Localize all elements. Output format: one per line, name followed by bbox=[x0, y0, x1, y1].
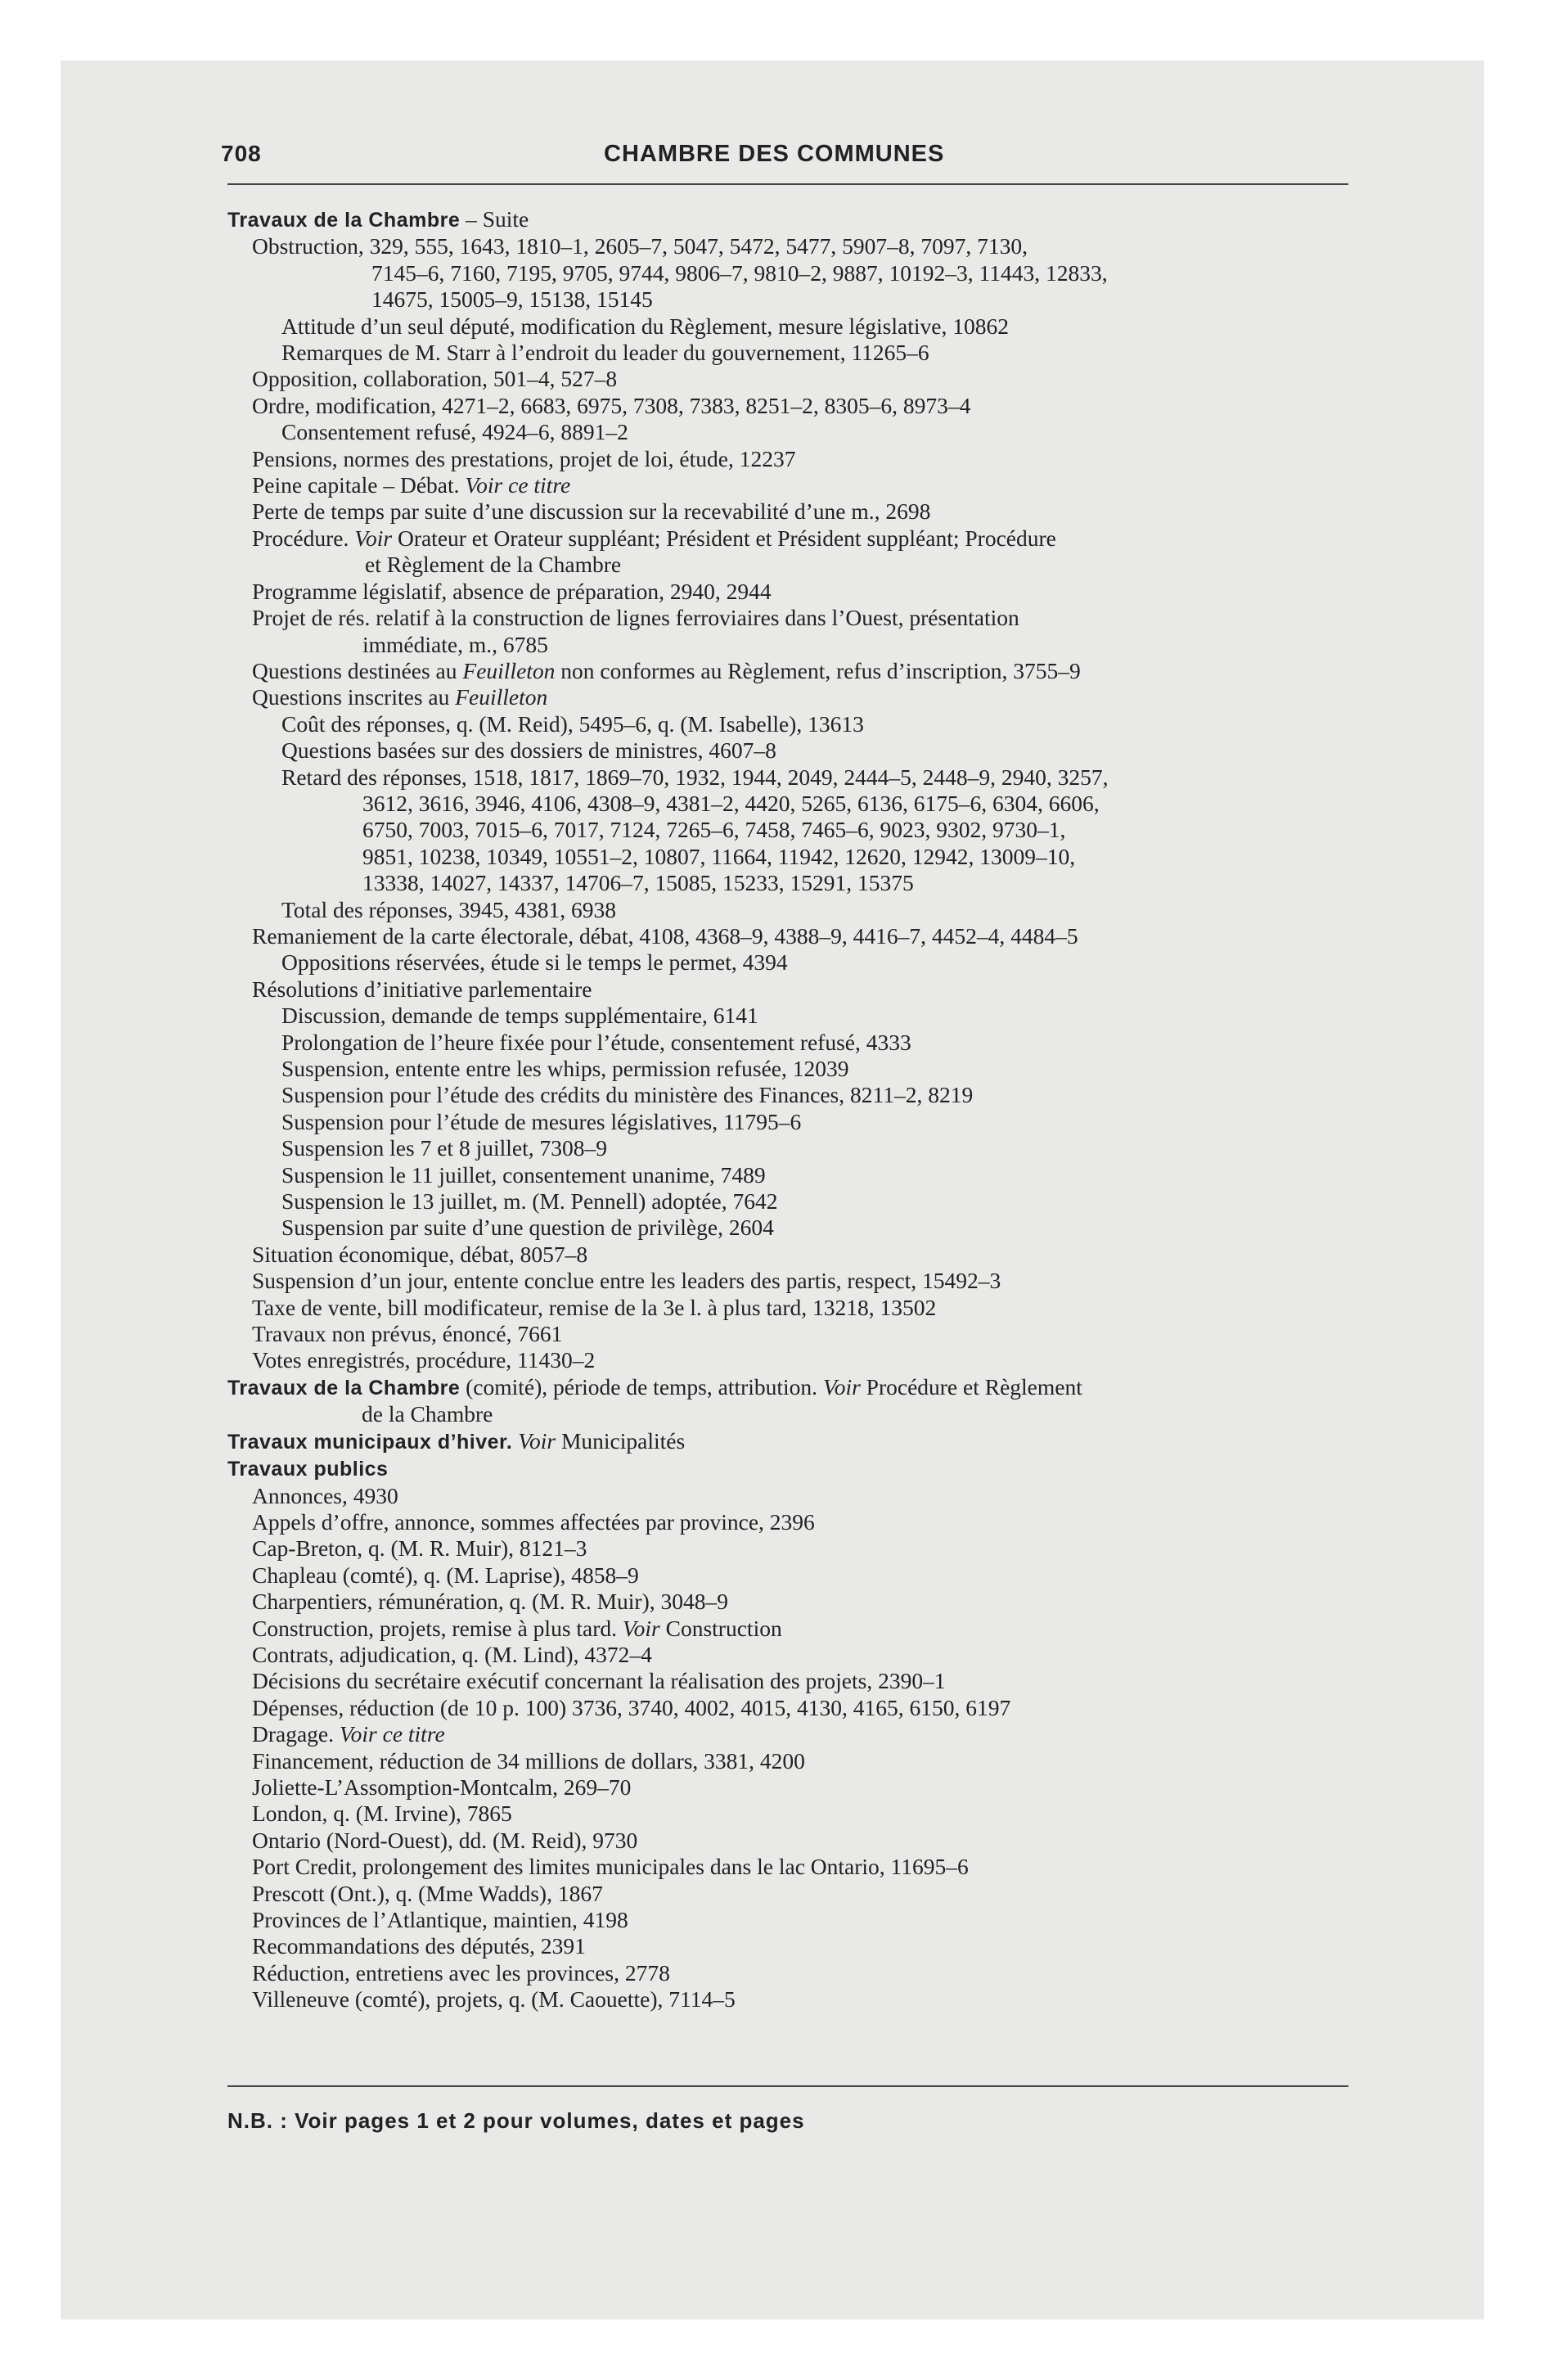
entry-cross-reference: Voir bbox=[622, 1615, 660, 1641]
entry-text: Suspension le 13 juillet, m. (M. Pennell) adoptée, 7642 bbox=[281, 1188, 778, 1215]
entry-text: Recommandations des députés, 2391 bbox=[252, 1933, 586, 1959]
index-entry bbox=[227, 472, 1373, 498]
index-continuation-line bbox=[227, 260, 1373, 286]
running-head-title: CHAMBRE DES COMMUNES bbox=[604, 141, 945, 167]
entry-text: Travaux non prévus, énoncé, 7661 bbox=[252, 1321, 563, 1347]
index-entry bbox=[227, 1695, 1373, 1721]
entry-text: Décisions du secrétaire exécutif concernant la réalisation des projets, 2390–1 bbox=[252, 1668, 946, 1694]
index-entry bbox=[227, 1801, 1373, 1827]
entry-text: Dépenses, réduction (de 10 p. 100) 3736, 3740, 4002, 4015, 4130, 4165, 6150, 6197 bbox=[252, 1694, 1011, 1720]
entry-cross-reference: Voir ce titre bbox=[465, 472, 571, 498]
entry-text: Cap-Breton, q. (M. R. Muir), 8121–3 bbox=[252, 1535, 587, 1562]
entry-text: Remarques de M. Starr à l’endroit du leader du gouvernement, 11265–6 bbox=[281, 340, 929, 366]
entry-text: 9851, 10238, 10349, 10551–2, 10807, 11664, 11942, 12620, 12942, 13009–10, bbox=[362, 843, 1076, 869]
index-entry bbox=[227, 1960, 1373, 1986]
index-entry bbox=[227, 1828, 1373, 1854]
index-entry bbox=[227, 1109, 1373, 1135]
entry-text: Provinces de l’Atlantique, maintien, 4198 bbox=[252, 1907, 628, 1932]
index-entry bbox=[227, 1986, 1373, 2013]
index-entry bbox=[227, 1030, 1373, 1056]
entry-text-continued: non conformes au Règlement, refus d’inscription, 3755–9 bbox=[555, 657, 1081, 683]
index-entry bbox=[227, 1347, 1373, 1373]
index-entry bbox=[227, 233, 1373, 259]
entry-text: Taxe de vente, bill modificateur, remise de la 3e l. à plus tard, 13218, 13502 bbox=[252, 1294, 937, 1320]
index-continuation-line bbox=[227, 817, 1373, 843]
entry-text: 6750, 7003, 7015–6, 7017, 7124, 7265–6, 7458, 7465–6, 9023, 9302, 9730–1, bbox=[362, 817, 1066, 843]
index-entry bbox=[227, 1589, 1373, 1615]
index-entry bbox=[227, 684, 1373, 710]
index-entry bbox=[227, 976, 1373, 1003]
entry-text: Contrats, adjudication, q. (M. Lind), 4372–4 bbox=[252, 1641, 652, 1667]
index-entry bbox=[227, 366, 1373, 392]
index-entry bbox=[227, 1003, 1373, 1029]
entry-text: Suspension pour l’étude de mesures législatives, 11795–6 bbox=[281, 1108, 802, 1134]
index-entry bbox=[227, 949, 1373, 976]
index-continuation-line bbox=[227, 870, 1373, 896]
index-entry bbox=[227, 1321, 1373, 1347]
entry-text: Pensions, normes des prestations, projet de loi, étude, 12237 bbox=[252, 445, 796, 471]
index-continuation-line bbox=[227, 552, 1373, 578]
entry-cross-reference: Feuilleton bbox=[455, 684, 548, 710]
entry-text: Annonces, 4930 bbox=[252, 1482, 398, 1508]
entry-text: (comité), période de temps, attribution. bbox=[460, 1373, 823, 1400]
index-entry bbox=[227, 764, 1373, 791]
index-entry bbox=[227, 1748, 1373, 1774]
index-continuation-line bbox=[227, 791, 1373, 817]
entry-text: Questions basées sur des dossiers de ministres, 4607–8 bbox=[281, 737, 776, 764]
entry-text-continued: Construction bbox=[659, 1615, 782, 1641]
index-entry bbox=[227, 605, 1373, 631]
entry-text: Suspension les 7 et 8 juillet, 7308–9 bbox=[281, 1135, 607, 1161]
entry-text: Peine capitale – Débat. bbox=[252, 472, 466, 498]
index-entry bbox=[227, 1933, 1373, 1959]
entry-cross-reference: Voir bbox=[518, 1427, 556, 1454]
index-entry bbox=[227, 1509, 1373, 1535]
index-entry bbox=[227, 1056, 1373, 1082]
index-entry bbox=[227, 1188, 1373, 1215]
entry-text: Consentement refusé, 4924–6, 8891–2 bbox=[281, 419, 628, 445]
entry-cross-reference: Voir bbox=[354, 525, 393, 551]
index-continuation-line bbox=[227, 632, 1373, 658]
header-rule bbox=[227, 183, 1348, 185]
entry-text: Réduction, entretiens avec les provinces, 2778 bbox=[252, 1959, 670, 1986]
entry-text: Port Credit, prolongement des limites municipales dans le lac Ontario, 11695–6 bbox=[252, 1854, 969, 1880]
index-entry bbox=[227, 1082, 1373, 1108]
entry-text: Attitude d’un seul député, modification du Règlement, mesure législative, 10862 bbox=[281, 313, 1009, 339]
index-entry bbox=[227, 340, 1373, 366]
index-heading-entry bbox=[227, 1455, 1373, 1482]
index-entry bbox=[227, 1721, 1373, 1747]
entry-text: Charpentiers, rémunération, q. (M. R. Muir), 3048–9 bbox=[252, 1589, 728, 1615]
index-heading-entry bbox=[227, 1374, 1373, 1401]
index-entry bbox=[227, 1668, 1373, 1694]
entry-text-continued: Municipalités bbox=[556, 1427, 686, 1454]
entry-text: Construction, projets, remise à plus tard. bbox=[252, 1615, 623, 1641]
entry-text: Remaniement de la carte électorale, débat, 4108, 4368–9, 4388–9, 4416–7, 4452–4, 4484–5 bbox=[252, 922, 1078, 949]
entry-heading: Travaux de la Chambre bbox=[227, 1376, 461, 1400]
entry-text: Financement, réduction de 34 millions de dollars, 3381, 4200 bbox=[252, 1747, 805, 1774]
index-entry bbox=[227, 1242, 1373, 1268]
index-entry bbox=[227, 737, 1373, 764]
index-entries bbox=[227, 206, 1373, 2013]
entry-text: Chapleau (comté), q. (M. Laprise), 4858–9 bbox=[252, 1562, 639, 1588]
entry-text: Votes enregistrés, procédure, 11430–2 bbox=[252, 1347, 596, 1373]
index-entry bbox=[227, 393, 1373, 419]
index-entry bbox=[227, 1135, 1373, 1161]
index-entry bbox=[227, 923, 1373, 949]
footnote: N.B. : Voir pages 1 et 2 pour volumes, dates et pages bbox=[227, 2108, 805, 2133]
entry-text: Questions inscrites au bbox=[252, 684, 456, 710]
entry-text: Discussion, demande de temps supplémentaire, 6141 bbox=[281, 1003, 758, 1029]
index-entry bbox=[227, 1535, 1373, 1562]
index-entry bbox=[227, 897, 1373, 923]
index-entry bbox=[227, 498, 1373, 525]
entry-text: Prescott (Ont.), q. (Mme Wadds), 1867 bbox=[252, 1880, 603, 1906]
index-entry bbox=[227, 1774, 1373, 1801]
entry-text: Villeneuve (comté), projets, q. (M. Caouette), 7114–5 bbox=[252, 1986, 736, 2013]
entry-text-continued: Orateur et Orateur suppléant; Président et Président suppléant; Procédure bbox=[392, 525, 1056, 551]
entry-text-continued: Procédure et Règlement bbox=[860, 1373, 1082, 1400]
index-entry bbox=[227, 1162, 1373, 1188]
entry-text: Appels d’offre, annonce, sommes affectées par province, 2396 bbox=[252, 1508, 815, 1535]
entry-text: Situation économique, débat, 8057–8 bbox=[252, 1241, 588, 1267]
entry-text: 13338, 14027, 14337, 14706–7, 15085, 15233, 15291, 15375 bbox=[362, 870, 914, 896]
index-heading-entry bbox=[227, 206, 1373, 233]
entry-text: immédiate, m., 6785 bbox=[362, 631, 548, 657]
entry-text: Ontario (Nord-Ouest), dd. (M. Reid), 9730 bbox=[252, 1827, 638, 1853]
entry-cross-reference: Feuilleton bbox=[462, 657, 556, 683]
index-entry bbox=[227, 1907, 1373, 1933]
index-entry bbox=[227, 1642, 1373, 1668]
footer-rule bbox=[227, 2085, 1348, 2087]
index-entry bbox=[227, 1616, 1373, 1642]
entry-text: Joliette-L’Assomption-Montcalm, 269–70 bbox=[252, 1774, 632, 1800]
entry-text: Opposition, collaboration, 501–4, 527–8 bbox=[252, 366, 618, 392]
entry-text: Programme législatif, absence de préparation, 2940, 2944 bbox=[252, 578, 772, 604]
entry-text: Projet de rés. relatif à la construction de lignes ferroviaires dans l’Ouest, présentation bbox=[252, 605, 1019, 631]
index-entry bbox=[227, 579, 1373, 605]
entry-text: – Suite bbox=[460, 206, 529, 232]
entry-text: Suspension, entente entre les whips, permission refusée, 12039 bbox=[281, 1056, 849, 1081]
index-entry bbox=[227, 313, 1373, 340]
entry-text: Procédure. bbox=[252, 525, 355, 551]
entry-text: Coût des réponses, q. (M. Reid), 5495–6, q. (M. Isabelle), 13613 bbox=[281, 710, 864, 737]
entry-text: Suspension d’un jour, entente conclue entre les leaders des partis, respect, 15492–3 bbox=[252, 1268, 1001, 1294]
entry-cross-reference: Voir ce titre bbox=[339, 1721, 445, 1747]
index-entry bbox=[227, 1295, 1373, 1321]
entry-text: 14675, 15005–9, 15138, 15145 bbox=[371, 286, 653, 313]
index-entry bbox=[227, 1562, 1373, 1589]
index-continuation-line bbox=[227, 1401, 1373, 1427]
index-entry bbox=[227, 1854, 1373, 1880]
entry-heading: Travaux municipaux d’hiver. bbox=[227, 1430, 513, 1454]
entry-text: Suspension pour l’étude des crédits du ministère des Finances, 8211–2, 8219 bbox=[281, 1082, 974, 1108]
entry-text: Questions destinées au bbox=[252, 657, 463, 683]
entry-text: Suspension le 11 juillet, consentement unanime, 7489 bbox=[281, 1161, 766, 1188]
entry-text: Obstruction, 329, 555, 1643, 1810–1, 2605–7, 5047, 5472, 5477, 5907–8, 7097, 7130, bbox=[252, 233, 1028, 259]
entry-text: Prolongation de l’heure fixée pour l’étude, consentement refusé, 4333 bbox=[281, 1029, 911, 1055]
entry-heading: Travaux de la Chambre bbox=[227, 209, 461, 232]
entry-text: London, q. (M. Irvine), 7865 bbox=[252, 1801, 512, 1827]
index-entry bbox=[227, 446, 1373, 472]
index-entry bbox=[227, 1268, 1373, 1294]
entry-text: Total des réponses, 3945, 4381, 6938 bbox=[281, 896, 616, 922]
entry-text: de la Chambre bbox=[362, 1401, 493, 1427]
index-entry bbox=[227, 419, 1373, 445]
entry-text: 3612, 3616, 3946, 4106, 4308–9, 4381–2, 4420, 5265, 6136, 6175–6, 6304, 6606, bbox=[362, 790, 1100, 816]
page-number: 708 bbox=[221, 141, 262, 166]
entry-text: Retard des réponses, 1518, 1817, 1869–70, 1932, 1944, 2049, 2444–5, 2448–9, 2940, 3257, bbox=[281, 764, 1109, 790]
index-entry bbox=[227, 658, 1373, 684]
index-entry bbox=[227, 1483, 1373, 1509]
index-entry bbox=[227, 1215, 1373, 1241]
entry-text: Oppositions réservées, étude si le temps le permet, 4394 bbox=[281, 949, 788, 976]
index-entry bbox=[227, 525, 1373, 552]
entry-text: Résolutions d’initiative parlementaire bbox=[252, 976, 592, 1002]
entry-text: Suspension par suite d’une question de privilège, 2604 bbox=[281, 1215, 774, 1241]
entry-text: et Règlement de la Chambre bbox=[365, 552, 622, 578]
entry-text: 7145–6, 7160, 7195, 9705, 9744, 9806–7, 9810–2, 9887, 10192–3, 11443, 12833, bbox=[371, 259, 1108, 286]
entry-text: Dragage. bbox=[252, 1721, 340, 1747]
index-continuation-line bbox=[227, 286, 1373, 313]
index-heading-entry bbox=[227, 1428, 1373, 1455]
index-entry bbox=[227, 711, 1373, 737]
entry-cross-reference: Voir bbox=[822, 1373, 861, 1400]
entry-text: Perte de temps par suite d’une discussion sur la recevabilité d’une m., 2698 bbox=[252, 498, 931, 525]
entry-text: Ordre, modification, 4271–2, 6683, 6975, 7308, 7383, 8251–2, 8305–6, 8973–4 bbox=[252, 392, 971, 418]
entry-heading: Travaux publics bbox=[227, 1458, 389, 1481]
index-entry bbox=[227, 1881, 1373, 1907]
index-continuation-line bbox=[227, 844, 1373, 870]
